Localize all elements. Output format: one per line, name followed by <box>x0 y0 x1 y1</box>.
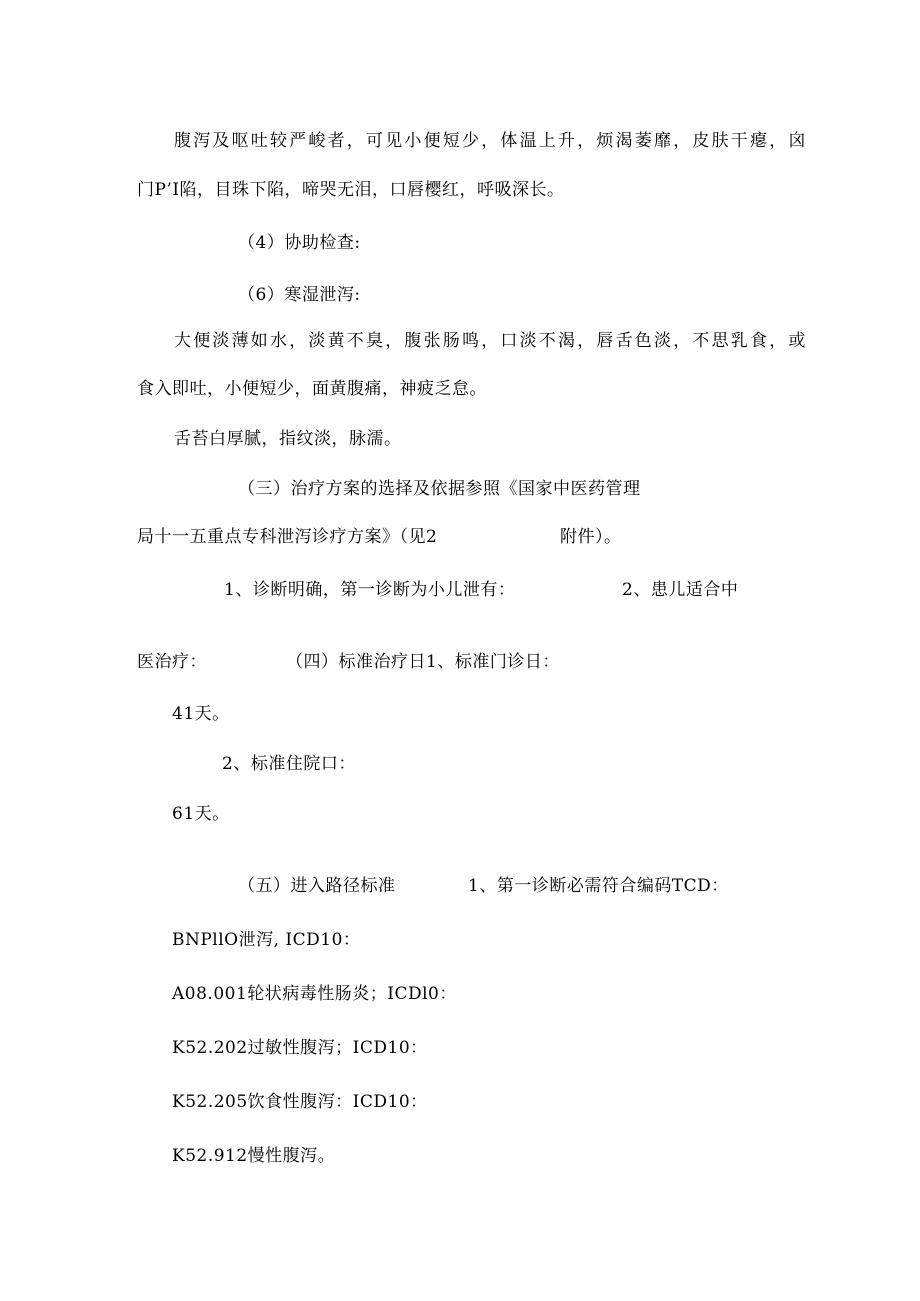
paragraph-line: 1、第一诊断必需符合编码TCD： <box>468 876 729 896</box>
paragraph-line: 2、患儿适合中 <box>622 580 739 600</box>
paragraph-line: 61天。 <box>172 804 230 824</box>
paragraph-line: 腹泻及呕吐较严峻者，可见小便短少，体温上升，烦渴萎靡，皮肤干瘪，囟 <box>174 131 808 151</box>
paragraph-line: 舌苔白厚腻，指纹淡，脉濡。 <box>174 429 402 449</box>
paragraph-line: 医治疗： <box>137 652 207 672</box>
paragraph-line: 大便淡薄如水，淡黄不臭，腹张肠鸣，口淡不渴，唇舌色淡，不思乳食，或 <box>174 331 808 351</box>
paragraph-line: 1、诊断明确，第一诊断为小儿泄有： <box>224 580 516 600</box>
code-line: BNPllO泄泻, ICD10： <box>172 930 361 950</box>
section-heading: （三）治疗方案的选择及依据参照《国家中医药管理 <box>238 479 641 499</box>
section-heading: （四）标准治疗日1、标准门诊日： <box>286 652 560 672</box>
paragraph-line: 附件）。 <box>560 527 622 547</box>
paragraph-line: 食入即吐，小便短少，面黄腹痛，神疲乏怠。 <box>137 379 487 399</box>
paragraph-line: 门P’I陷，目珠下陷，啼哭无泪，口唇樱红，呼吸深长。 <box>137 180 565 200</box>
paragraph-line: 2、标准住院口： <box>222 754 356 774</box>
code-line: K52.912慢性腹泻。 <box>172 1146 336 1166</box>
section-heading: （五）进入路径标准 <box>238 876 396 896</box>
section-heading: （6）寒湿泄泻: <box>238 285 361 305</box>
code-line: K52.202过敏性腹泻；ICD10： <box>172 1038 428 1058</box>
code-line: K52.205饮食性腹泻：ICD10： <box>172 1092 428 1112</box>
paragraph-line: 局十一五重点专科泄泻诊疗方案》（见2 <box>137 527 438 547</box>
section-heading: （4）协助检查: <box>238 233 361 253</box>
code-line: A08.001轮状病毒性肠炎；ICDl0： <box>172 984 457 1004</box>
paragraph-line: 41天。 <box>172 704 230 724</box>
